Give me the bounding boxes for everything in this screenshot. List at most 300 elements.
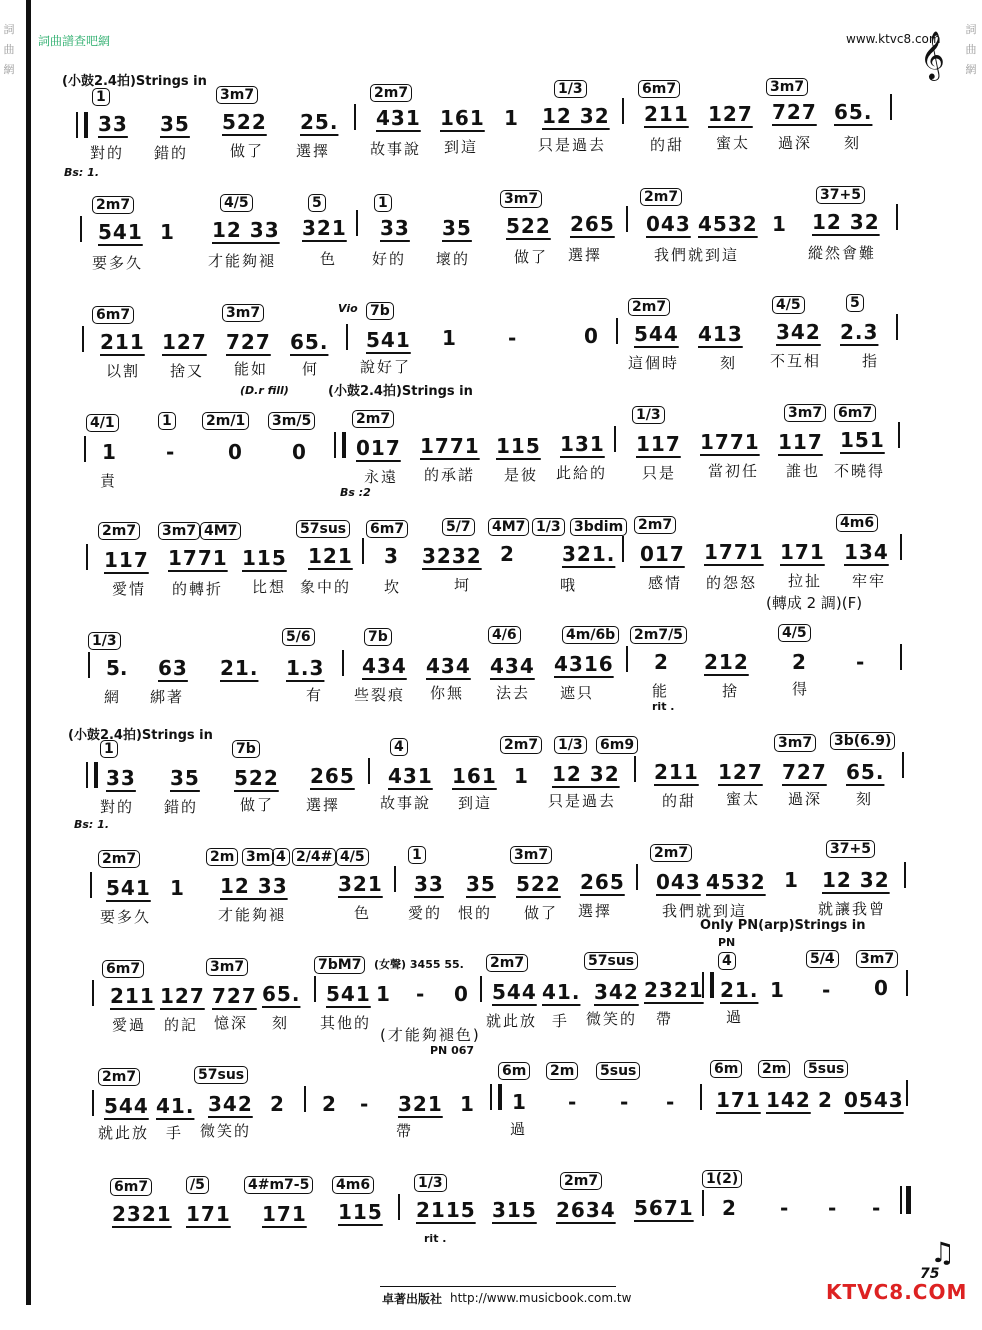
final-barline xyxy=(900,1186,911,1214)
chord: 4/5 xyxy=(772,296,805,314)
note-group: 434 xyxy=(362,654,407,678)
barline xyxy=(80,216,82,242)
note-group: 434 xyxy=(490,654,535,678)
barline xyxy=(354,104,356,130)
chord: 3m7 xyxy=(766,78,808,96)
lyric: 的轉折 xyxy=(172,580,224,598)
chord: 6m7 xyxy=(102,960,144,978)
chord: 1 xyxy=(374,194,392,212)
barline xyxy=(626,646,628,672)
note-group: 1 xyxy=(772,212,787,236)
rest-dash: - xyxy=(360,1092,369,1116)
barline xyxy=(346,324,348,350)
note-group: 65. xyxy=(290,330,329,354)
note-group: 522 xyxy=(234,766,279,790)
note-group: 265 xyxy=(310,764,355,788)
chord: 1/3 xyxy=(554,80,587,98)
chord: 2m7 xyxy=(92,196,134,214)
chord: 4/5 xyxy=(220,194,253,212)
note-group: 2115 xyxy=(416,1198,476,1222)
lyric: 哦 xyxy=(560,576,578,594)
barline xyxy=(342,650,344,676)
chord: 4#m7-5 xyxy=(244,1176,313,1194)
note-group: 12 32 xyxy=(822,868,890,892)
chord: 2m7 xyxy=(370,84,412,102)
chord: 1/3 xyxy=(414,1174,447,1192)
vio-label: Vio xyxy=(338,302,358,315)
chord: 1 xyxy=(408,846,426,864)
barline xyxy=(614,426,616,452)
barline xyxy=(398,1194,400,1220)
note-group: 321. xyxy=(562,542,616,566)
chord: 2m7 xyxy=(640,188,682,206)
arp-label: Only PN(arp)Strings in xyxy=(700,918,866,933)
lyric: 帶 xyxy=(656,1010,674,1028)
chord: 6m7 xyxy=(638,80,680,98)
chord: 4m6 xyxy=(836,514,878,532)
lyric: 的甜 xyxy=(662,792,697,810)
barline xyxy=(896,204,898,230)
note-group: 2 xyxy=(792,650,806,674)
note-group: 434 xyxy=(426,654,471,678)
lyric: 憶深 xyxy=(214,1014,249,1032)
note-group: 1 xyxy=(504,106,519,130)
lyric: 不互相 xyxy=(770,352,822,370)
note-group: 161 xyxy=(440,106,485,130)
note-group: 1 xyxy=(160,220,175,244)
barline xyxy=(356,210,358,236)
lyric: 的甜 xyxy=(650,136,685,154)
chord: 7bM7 xyxy=(314,956,365,974)
barline xyxy=(622,98,624,124)
note-group: 265 xyxy=(570,212,615,236)
lyric: 壞的 xyxy=(436,250,471,268)
note-group: 151 xyxy=(840,428,885,452)
chord: 4M7 xyxy=(488,518,529,536)
note-group: 65. xyxy=(834,100,873,124)
chord: 6m7 xyxy=(366,520,408,538)
note-group: 1 xyxy=(442,326,457,350)
note-group: 017 xyxy=(356,436,401,460)
chord: 1 xyxy=(158,412,176,430)
lyric: 法去 xyxy=(496,684,531,702)
lyric: 象中的 xyxy=(300,578,352,596)
note-group: 0543 xyxy=(844,1088,904,1112)
note-group: 171 xyxy=(262,1202,307,1226)
site-url[interactable]: www.ktvc8.com xyxy=(846,32,941,46)
rest-dash: - xyxy=(872,1196,881,1220)
lyric: 指 xyxy=(862,352,880,370)
note-group: 63 xyxy=(158,656,188,680)
note-group: 544 xyxy=(634,322,679,346)
rest-zero: 0 xyxy=(874,976,888,1000)
note-group: 1 xyxy=(514,764,529,788)
note-group: 41. xyxy=(542,980,581,1004)
note-group: 1 xyxy=(376,982,391,1006)
lyric: 是彼 xyxy=(504,466,539,484)
note-group: 522 xyxy=(516,872,561,896)
note-group: 541 xyxy=(98,220,143,244)
note-group: 33 xyxy=(414,872,444,896)
lyric: 坎 xyxy=(384,578,402,596)
note-group: 321 xyxy=(398,1092,443,1116)
note-group: 1771 xyxy=(420,434,480,458)
chord: 37+5 xyxy=(816,186,865,204)
barline xyxy=(634,756,636,782)
barline xyxy=(86,544,88,570)
note-group: 2 xyxy=(500,542,514,566)
note-group: 65. xyxy=(846,760,885,784)
intro-label: (小鼓2.4拍)Strings in xyxy=(62,74,207,89)
lyric: 只是過去 xyxy=(548,792,617,810)
lyric: 說好了 xyxy=(360,358,412,376)
lyric: 選擇 xyxy=(568,246,603,264)
barline xyxy=(906,1080,908,1106)
lyric: 要多久 xyxy=(100,908,152,926)
chord: 37+5 xyxy=(826,840,875,858)
lyric: 感情 xyxy=(648,574,683,592)
chord: 1/3 xyxy=(532,518,565,536)
lyric: 能 xyxy=(652,682,670,700)
lyric: 過 xyxy=(510,1120,528,1138)
chord: 57sus xyxy=(194,1066,248,1084)
chord: 3m7 xyxy=(216,86,258,104)
lyric: 做了 xyxy=(230,142,265,160)
rest-dash: - xyxy=(568,1090,577,1114)
publisher-url[interactable]: http://www.musicbook.com.tw xyxy=(450,1291,632,1305)
note-group: 1 xyxy=(512,1090,526,1114)
chord: 6m7 xyxy=(110,1178,152,1196)
note-group: 115 xyxy=(338,1200,383,1224)
lyric: 些裂痕 xyxy=(354,686,406,704)
rest-dash: - xyxy=(856,650,865,674)
barline xyxy=(82,326,84,352)
ktvc8-logo: KTVC8.COM xyxy=(826,1280,968,1304)
rest-dash: - xyxy=(822,978,831,1002)
treble-clef-icon: 𝄞 xyxy=(920,30,945,79)
chord: 2m7 xyxy=(98,522,140,540)
lyric: 以割 xyxy=(106,362,141,380)
chord: 2m7/5 xyxy=(630,626,687,644)
lyric: 對的 xyxy=(90,144,125,162)
lyric: 當初任 xyxy=(708,462,760,480)
note-group: 2 xyxy=(270,1092,284,1116)
chord: 1(2) xyxy=(702,1170,742,1188)
note-group: 2 xyxy=(322,1092,336,1116)
modulation-note: (轉成 2 調)(F) xyxy=(766,594,863,612)
lyric: 我們就到這 xyxy=(662,902,748,920)
barline xyxy=(900,644,902,670)
double-barline xyxy=(702,972,714,998)
note-group: 727 xyxy=(772,100,817,124)
note-group: 1 xyxy=(460,1092,475,1116)
lyric: 要多久 xyxy=(92,254,144,272)
lyric: 愛過 xyxy=(112,1016,147,1034)
lyric: 能如 xyxy=(234,360,269,378)
lyric: 捨又 xyxy=(170,362,205,380)
note-group: 5671 xyxy=(634,1196,694,1220)
chord: 3m7 xyxy=(158,522,200,540)
note-group: 12 33 xyxy=(220,874,288,898)
note-group: 134 xyxy=(844,540,889,564)
note-group: 2321 xyxy=(644,978,704,1002)
header-watermark: 詞曲譜查吧網 xyxy=(38,34,111,48)
lyric: 恨的 xyxy=(458,904,493,922)
lyric: 愛情 xyxy=(112,580,147,598)
lyric: 錯的 xyxy=(154,144,189,162)
note-group: 211 xyxy=(654,760,699,784)
voice-label: (女聲) 3455 55. xyxy=(374,958,464,971)
note-group: 017 xyxy=(640,542,685,566)
lyric: 好的 xyxy=(372,250,407,268)
barline xyxy=(636,864,638,890)
chord: 4/5 xyxy=(778,624,811,642)
note-group: 342 xyxy=(594,980,639,1004)
chord: 4m6 xyxy=(332,1176,374,1194)
rest-dash: - xyxy=(828,1196,837,1220)
note-group: 321 xyxy=(338,872,383,896)
lyric: 才能夠褪 xyxy=(218,906,287,924)
chord: 3m7 xyxy=(784,404,826,422)
lyric: 只是 xyxy=(642,464,677,482)
lyric: 色 xyxy=(354,904,372,922)
note-group: 3 xyxy=(384,544,398,568)
barline xyxy=(626,206,628,232)
note-group: 115 xyxy=(242,546,287,570)
note-group: 12 32 xyxy=(552,762,620,786)
note-group: 2 xyxy=(722,1196,736,1220)
note-group: 12 32 xyxy=(542,104,610,128)
note-group: 33 xyxy=(106,766,136,790)
double-barline xyxy=(76,112,88,138)
barline xyxy=(362,538,364,564)
chord: 5/6 xyxy=(282,628,315,646)
lyric: 愛的 xyxy=(408,904,443,922)
lyric: 遮只 xyxy=(560,684,595,702)
lyric: 責 xyxy=(100,472,118,490)
lyric: 蜜太 xyxy=(726,790,761,808)
note-group: 33 xyxy=(380,216,410,240)
note-group: 1.3 xyxy=(286,656,325,680)
barline xyxy=(616,318,618,344)
lyric: 刻 xyxy=(844,134,862,152)
note-group: 541 xyxy=(106,876,151,900)
chord: 4 xyxy=(390,738,408,756)
chord: 7b xyxy=(366,302,394,320)
note-group: 2.3 xyxy=(840,320,879,344)
rest-dash: - xyxy=(620,1090,629,1114)
note-group: 127 xyxy=(708,102,753,126)
chord: 1/3 xyxy=(632,406,665,424)
lyric: 的記 xyxy=(164,1016,199,1034)
note-group: 342 xyxy=(776,320,821,344)
chord: 6m7 xyxy=(834,404,876,422)
lyric: 就此放 xyxy=(486,1012,538,1030)
lyric: 刻 xyxy=(272,1014,290,1032)
lyric: 不曉得 xyxy=(834,462,886,480)
chord: 3m xyxy=(242,848,274,866)
lyric: 的怨怒 xyxy=(706,574,758,592)
chord: 57sus xyxy=(584,952,638,970)
chord: 2m/1 xyxy=(202,412,249,430)
lyric: 牢牢 xyxy=(852,572,887,590)
chord: 1 xyxy=(92,88,110,106)
note-group: 4316 xyxy=(554,652,614,676)
note-group: 115 xyxy=(496,434,541,458)
note-group: 127 xyxy=(718,760,763,784)
note-group: 4532 xyxy=(698,212,758,236)
chord: 2m7 xyxy=(352,410,394,428)
double-barline xyxy=(86,762,98,788)
lyric: 做了 xyxy=(240,796,275,814)
chord: 3m7 xyxy=(222,304,264,322)
chord: 1 xyxy=(100,740,118,758)
note-group: 117 xyxy=(104,548,149,572)
lyric: 就此放 xyxy=(98,1124,150,1142)
chord: 5/7 xyxy=(442,518,475,536)
note-group: 35 xyxy=(442,216,472,240)
lyric: 過 xyxy=(726,1008,744,1026)
barline xyxy=(622,536,624,562)
barline xyxy=(890,94,892,120)
barline xyxy=(702,1190,704,1216)
chord: 2m xyxy=(546,1062,578,1080)
note-group: 413 xyxy=(698,322,743,346)
lyric: 到這 xyxy=(444,138,479,156)
left-border xyxy=(26,0,31,1305)
chord: 5 xyxy=(308,194,326,212)
lyric: 色 xyxy=(320,250,338,268)
lyric: 做了 xyxy=(524,904,559,922)
chord: 2m7 xyxy=(634,516,676,534)
chord: 3m7 xyxy=(500,190,542,208)
chord: 2m7 xyxy=(98,1068,140,1086)
note-group: 315 xyxy=(492,1198,537,1222)
strings-label: (小鼓2.4拍)Strings in xyxy=(328,384,473,399)
note-group: 171 xyxy=(186,1202,231,1226)
note-group: 127 xyxy=(162,330,207,354)
note-group: 2 xyxy=(654,650,668,674)
lyric: 的承諾 xyxy=(424,466,476,484)
lyric: 選擇 xyxy=(306,796,341,814)
lyric: 做了 xyxy=(514,248,549,266)
note-group: 161 xyxy=(452,764,497,788)
barline xyxy=(902,752,904,778)
note-group: 4532 xyxy=(706,870,766,894)
chord: 2m7 xyxy=(650,844,692,862)
chord: 6m7 xyxy=(92,306,134,324)
chord: 3bdim xyxy=(570,518,627,536)
note-group: 522 xyxy=(222,110,267,134)
chord: 4/6 xyxy=(488,626,521,644)
note-group: 21. xyxy=(720,978,759,1002)
lyric: 有 xyxy=(306,686,324,704)
lyric: 這個時 xyxy=(628,354,680,372)
note-group: 2 xyxy=(818,1088,832,1112)
lyric: 帶 xyxy=(396,1122,414,1140)
chord: 2m xyxy=(206,848,238,866)
note-group: 142 xyxy=(766,1088,811,1112)
rest-dash: - xyxy=(780,1196,789,1220)
pn-label: PN xyxy=(718,936,736,949)
barline xyxy=(304,1086,306,1112)
chord: 4 xyxy=(718,952,736,970)
chord: 3m7 xyxy=(206,958,248,976)
lyric: 才能夠褪 xyxy=(208,252,277,270)
note-group: 211 xyxy=(110,984,155,1008)
lyric: 錯的 xyxy=(164,798,199,816)
note-group: 35 xyxy=(160,112,190,136)
barline xyxy=(88,652,90,678)
chord: 1/3 xyxy=(554,736,587,754)
rest-dash: - xyxy=(166,440,175,464)
lyric: 誰也 xyxy=(786,462,821,480)
barline xyxy=(906,970,908,996)
rest-zero: 0 xyxy=(292,440,306,464)
note-group: 5. xyxy=(106,656,128,680)
chord: 6m xyxy=(498,1062,530,1080)
note-group: 171 xyxy=(780,540,825,564)
lyric: 微笑的 xyxy=(200,1122,252,1140)
barline xyxy=(896,314,898,340)
barline xyxy=(394,866,396,892)
barline xyxy=(898,422,900,448)
barline xyxy=(314,976,316,1002)
rest-dash: - xyxy=(666,1090,675,1114)
chord: 4 xyxy=(272,848,290,866)
chord: /5 xyxy=(186,1176,209,1194)
note-group: 117 xyxy=(636,432,681,456)
barline xyxy=(84,436,86,462)
note-group: 3232 xyxy=(422,544,482,568)
note-group: 1771 xyxy=(704,540,764,564)
pn-label: PN 067 xyxy=(430,1044,475,1057)
note-group: 35 xyxy=(170,766,200,790)
lyric: 只是過去 xyxy=(538,136,607,154)
note-group: 043 xyxy=(646,212,691,236)
chord: 2m7 xyxy=(500,736,542,754)
note-group: 321 xyxy=(302,216,347,240)
lyric: 刻 xyxy=(720,354,738,372)
chord: 7b xyxy=(232,740,260,758)
note-group: 265 xyxy=(580,870,625,894)
lyric: 你無 xyxy=(430,684,465,702)
note-group: 342 xyxy=(208,1092,253,1116)
note-group: 727 xyxy=(212,984,257,1008)
lyric: 故事說 xyxy=(370,140,422,158)
note-group: 1 xyxy=(170,876,185,900)
chord: 2m xyxy=(758,1060,790,1078)
note-group: 431 xyxy=(388,764,433,788)
note-group: 127 xyxy=(160,984,205,1008)
chord: 3b(6.9) xyxy=(830,732,895,750)
note-group: 2321 xyxy=(112,1202,172,1226)
chord: 4/5 xyxy=(336,848,369,866)
lyric: 過深 xyxy=(778,134,813,152)
note-group: 1 xyxy=(784,868,799,892)
publisher: 卓著出版社 xyxy=(382,1292,443,1306)
note-group: 33 xyxy=(98,112,128,136)
bass-label: Bs: 1. xyxy=(64,166,99,179)
note-group: 1 xyxy=(770,978,785,1002)
music-flag-icon: ♫ xyxy=(930,1236,956,1269)
lyric: 其他的 xyxy=(320,1014,372,1032)
lyric: 得 xyxy=(792,680,810,698)
lyric: 捨 xyxy=(722,682,740,700)
note-group: 727 xyxy=(782,760,827,784)
note-group: 211 xyxy=(644,102,689,126)
lyric: 何 xyxy=(302,360,320,378)
